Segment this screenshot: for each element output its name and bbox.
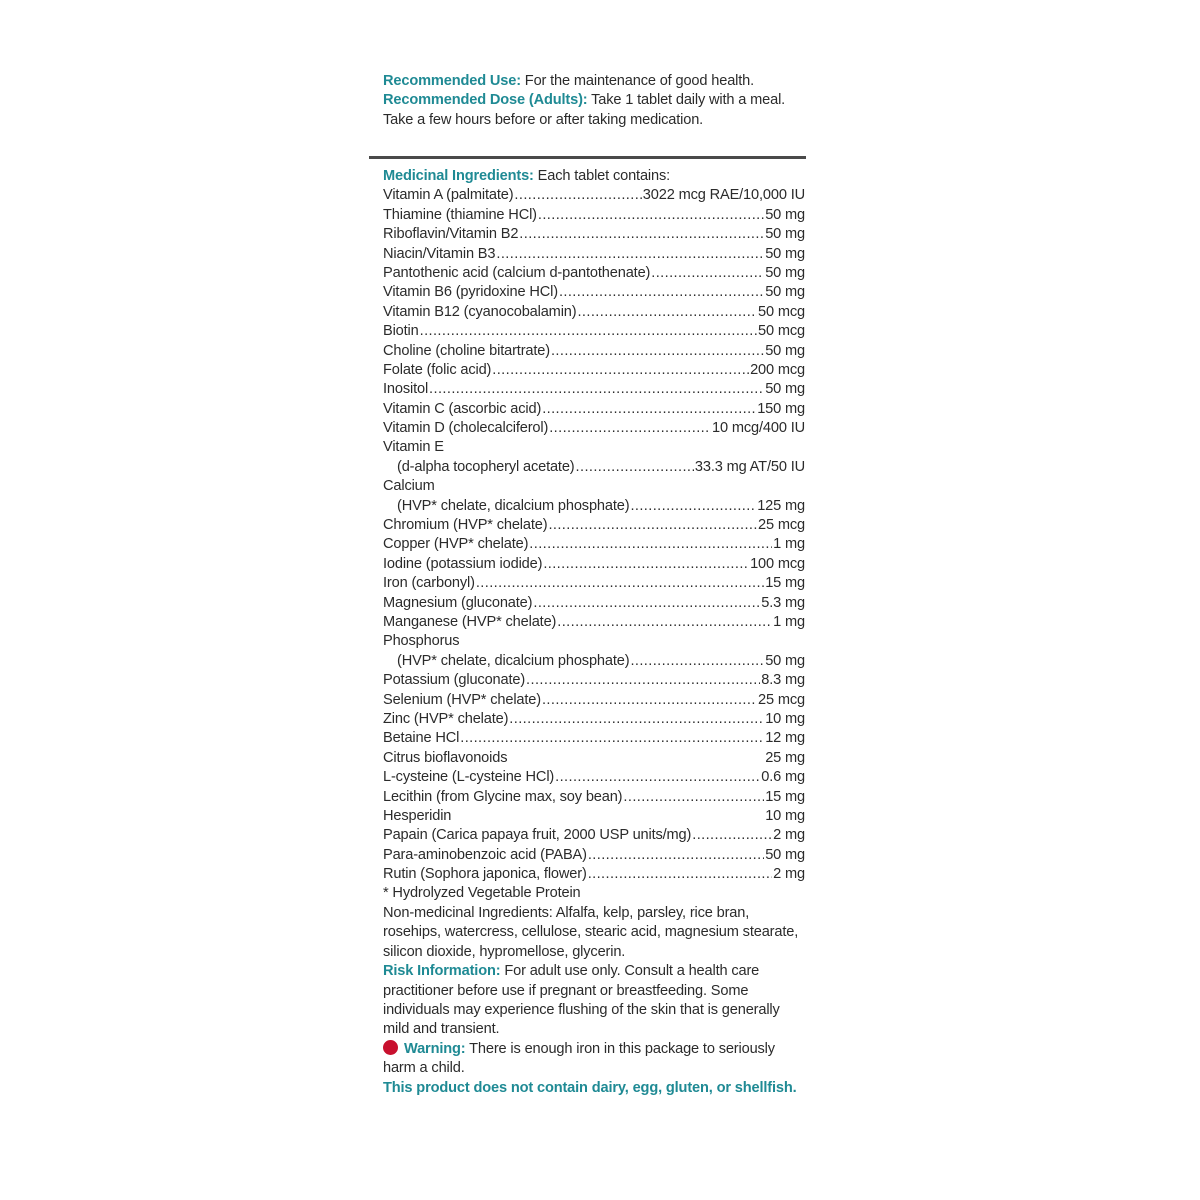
ingredient-row [383,361,805,380]
ingredient-name: Choline (choline bitartrate) [383,342,550,359]
ingredient-name: Citrus bioflavonoids [383,749,508,766]
ingredient-name: Selenium (HVP* chelate) [383,691,541,708]
ingredient-amount: 2 mg [773,866,805,883]
dot-leader [557,613,772,632]
ingredient-row [383,264,805,283]
warning-text: There is enough iron in this package to seriously harm a child. [383,1040,775,1077]
ingredient-row [383,865,805,884]
ingredient-name: Papain (Carica papaya fruit, 2000 USP units/mg) [383,827,692,844]
ingredient-amount: 33.3 mg AT/50 IU [694,458,805,475]
ingredient-amount: 10 mcg/400 IU [712,420,805,437]
product-label-panel [383,72,805,130]
ingredient-amount: 50 mg [765,846,805,863]
ingredient-name: (HVP* chelate, dicalcium phosphate) [397,497,630,514]
ingredient-row [383,710,805,729]
ingredient-amount: 50 mg [765,245,805,262]
dot-leader [543,555,749,574]
ingredient-name: (d-alpha tocopheryl acetate) [397,458,575,475]
ingredient-name: L-cysteine (L-cysteine HCl) [383,769,555,786]
dot-leader [496,245,764,264]
ingredient-amount: 50 mcg [758,323,805,340]
ingredient-row [383,516,805,535]
ingredient-name: Copper (HVP* chelate) [383,536,529,553]
ingredient-row [383,846,805,865]
ingredient-name: (HVP* chelate, dicalcium phosphate) [397,652,630,669]
recommended-dose [383,91,805,130]
dot-leader [576,458,694,477]
dot-leader [514,186,641,205]
ingredient-name: Iron (carbonyl) [383,575,475,592]
non-medicinal-ingredients: Non-medicinal Ingredients: Alfalfa, kelp, parsley, rice bran, rosehips, watercress, cellulose, stearic acid, magnesium stearate, silicon dioxide, hypromellose, glycerin. [383,904,799,960]
ingredient-amount: 12 mg [765,730,805,747]
ingredient-name: Thiamine (thiamine HCl) [383,206,537,223]
ingredient-amount: 50 mg [765,284,805,301]
recommended-use-text: For the maintenance of good health. [520,73,755,89]
dot-leader [551,342,764,361]
ingredient-row [383,729,805,748]
ingredient-amount: 1 mg [773,614,805,630]
ingredient-name: Vitamin A (palmitate) [383,187,514,204]
ingredient-row [383,438,805,457]
ingredient-amount: 25 mcg [758,517,805,534]
ingredient-name: Vitamin D (cholecalciferol) [383,420,549,437]
dot-leader [623,788,764,807]
ingredient-row [383,419,805,438]
recommended-dose-label: Recommended Dose (Adults): [383,92,588,109]
dot-leader [526,671,760,690]
ingredient-row [383,788,805,807]
ingredient-amount: 100 mcg [750,555,805,572]
ingredient-row [383,691,805,710]
dot-leader [542,400,756,419]
ingredient-amount: 15 mg [765,575,805,592]
ingredient-amount: 125 mg [757,497,805,514]
ingredient-row [383,632,805,651]
ingredient-row [383,555,805,574]
ingredient-name: Manganese (HVP* chelate) [383,614,557,630]
ingredient-name: Zinc (HVP* chelate) [383,710,509,727]
ingredient-amount: 25 mg [765,749,805,766]
ingredient-row [383,342,805,361]
ingredient-name: Chromium (HVP* chelate) [383,517,548,534]
ingredient-amount: 150 mg [757,400,805,417]
ingredient-name: Vitamin B12 (cyanocobalamin) [383,303,577,320]
ingredient-name: Inositol [383,381,429,398]
dot-leader [588,865,772,884]
ingredient-name: Potassium (gluconate) [383,672,526,689]
dot-leader [429,380,764,399]
ingredient-row [383,206,805,225]
ingredient-name: Pantothenic acid (calcium d-pantothenate) [383,264,651,281]
section-divider [369,156,806,159]
ingredient-row [383,380,805,399]
ingredient-name: Riboflavin/Vitamin B2 [383,226,519,243]
ingredient-amount: 8.3 mg [761,672,805,689]
dot-leader [529,535,772,554]
ingredient-amount: 50 mg [765,381,805,398]
ingredient-amount: 50 mg [765,226,805,243]
ingredient-amount: 50 mg [765,652,805,669]
ingredient-row [383,283,805,302]
ingredient-amount: 0.6 mg [761,769,805,786]
ingredient-name: Folate (folic acid) [383,361,492,378]
ingredient-row [383,535,805,554]
ingredient-amount: 50 mcg [758,303,805,320]
ingredient-row [383,749,805,768]
ingredient-name: Iodine (potassium iodide) [383,555,543,572]
usage-section [383,72,805,130]
dot-leader [476,574,764,593]
dot-leader [420,322,757,341]
dot-leader [630,497,756,516]
ingredient-row [383,613,805,632]
dot-leader [492,361,749,380]
dot-leader [577,303,757,322]
dot-leader [559,283,764,302]
warning-label: Warning: [404,1040,466,1057]
dot-leader [588,846,764,865]
ingredient-row [383,768,805,787]
dot-leader [548,516,757,535]
ingredient-row [383,594,805,613]
dot-leader [538,206,764,225]
ingredient-amount: 25 mcg [758,691,805,708]
ingredient-row [383,807,805,826]
ingredient-name: Magnesium (gluconate) [383,594,533,611]
ingredient-row [383,245,805,264]
ingredient-row [383,574,805,593]
recommended-dose-text: Take 1 tablet daily with a meal. Take a few hours before or after taking medication. [383,92,786,128]
ingredient-name: Rutin (Sophora japonica, flower) [383,866,587,883]
ingredient-row [383,303,805,322]
ingredient-amount: 50 mg [765,264,805,281]
ingredient-row [383,652,805,671]
ingredient-row [383,458,805,477]
ingredient-list [383,186,805,884]
ingredient-amount: 1 mg [773,536,805,553]
ingredient-row [383,671,805,690]
risk-information [383,962,805,1040]
dot-leader [519,225,764,244]
ingredient-amount: 15 mg [765,788,805,805]
footnote: * Hydrolyzed Vegetable Protein [383,885,581,902]
dot-leader [692,826,772,845]
ingredient-name: Vitamin C (ascorbic acid) [383,400,542,417]
ingredient-name: Niacin/Vitamin B3 [383,245,496,262]
allergen-statement: This product does not contain dairy, egg, gluten, or shellfish. [383,1079,797,1096]
ingredient-row [383,225,805,244]
dot-leader [460,729,764,748]
risk-label: Risk Information: [383,963,501,980]
ingredient-row [383,477,805,496]
ingredient-amount: 2 mg [773,827,805,844]
ingredient-row [383,400,805,419]
ingredient-row [383,497,805,516]
ingredient-name: Lecithin (from Glycine max, soy bean) [383,788,623,805]
recommended-use [383,72,805,91]
dot-leader [509,710,764,729]
dot-leader [549,419,711,438]
medicinal-header [383,167,805,186]
ingredient-amount: 10 mg [765,807,805,824]
ingredient-amount: 50 mg [765,206,805,223]
warning-dot-icon [383,1040,398,1055]
dot-leader [630,652,764,671]
ingredients-section [383,167,805,1098]
dot-leader [533,594,760,613]
ingredient-amount: 10 mg [765,710,805,727]
ingredient-amount: 200 mcg [750,361,805,378]
ingredient-name: Vitamin B6 (pyridoxine HCl) [383,284,558,301]
dot-leader [555,768,760,787]
ingredient-name: Hesperidin [383,807,452,824]
medicinal-intro-text: Each tablet contains: [533,168,671,184]
ingredient-amount: 50 mg [765,342,805,359]
recommended-use-label: Recommended Use: [383,73,521,89]
ingredient-row [383,826,805,845]
warning [383,1040,805,1079]
ingredient-name: Calcium [383,478,435,495]
ingredient-name: Vitamin E [383,439,444,456]
ingredient-row [383,186,805,205]
ingredient-amount: 3022 mcg RAE/10,000 IU [642,187,805,204]
ingredient-amount: 5.3 mg [761,594,805,611]
risk-text: For adult use only. Consult a health care practitioner before use if pregnant or breastfeeding. Some individuals may experience flushing of the skin that is generally mild and transient. [383,963,780,1038]
medicinal-label: Medicinal Ingredients: [383,168,534,184]
ingredient-name: Phosphorus [383,633,460,650]
ingredient-name: Para-aminobenzoic acid (PABA) [383,846,587,863]
ingredient-row [383,322,805,341]
ingredient-name: Betaine HCl [383,730,460,747]
ingredient-name: Biotin [383,323,419,340]
dot-leader [651,264,764,283]
dot-leader [542,691,757,710]
